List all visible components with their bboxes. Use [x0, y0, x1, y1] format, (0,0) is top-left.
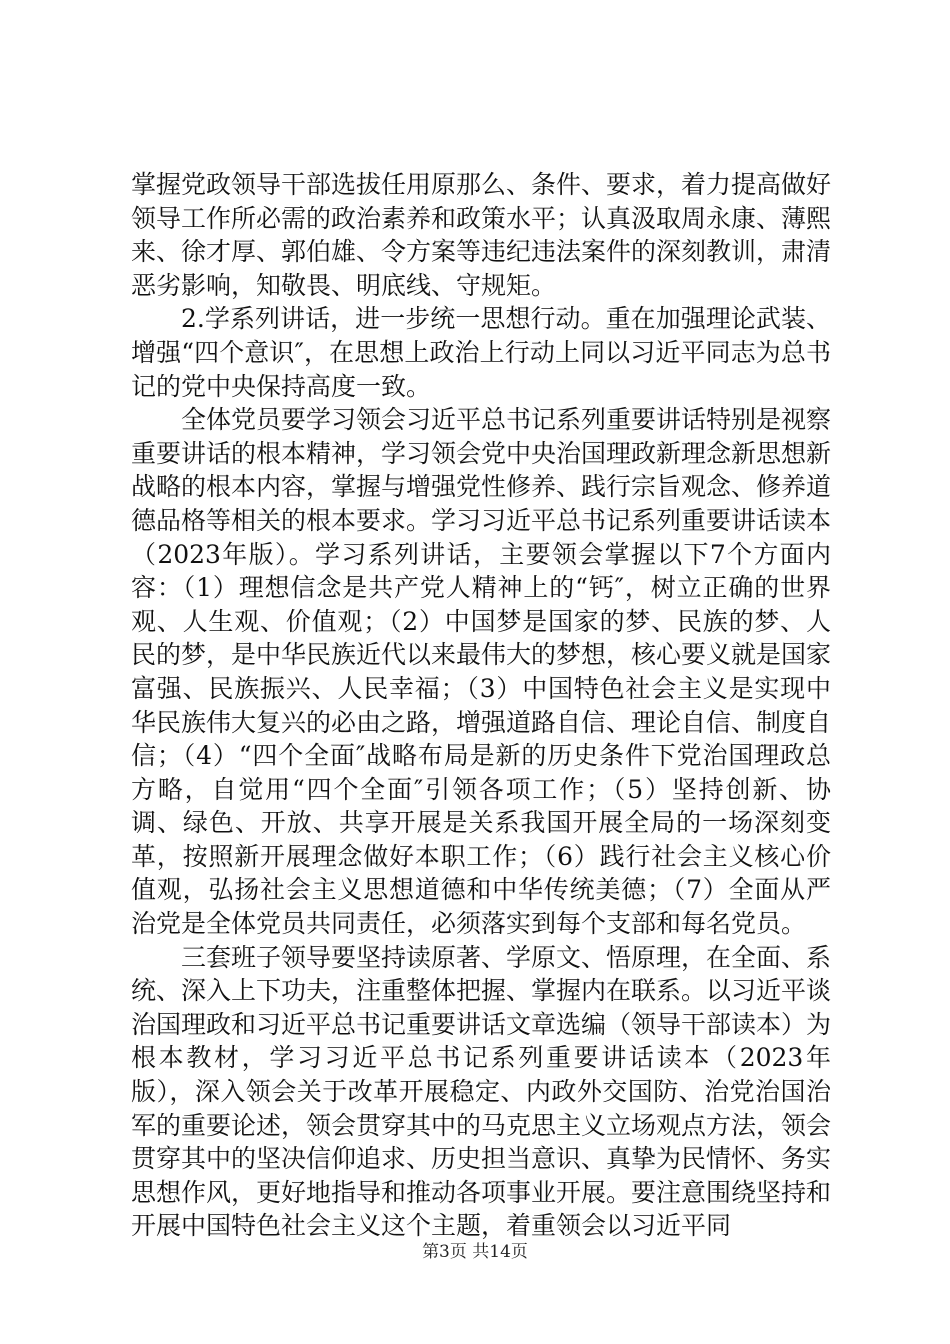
document-body — [131, 168, 831, 1243]
paragraph-section-2-heading: 2.学系列讲话，进一步统一思想行动。重在加强理论武装、增强“四个意识″，在思想上政治上行动上同以习近平同志为总书记的党中央保持高度一致。 — [131, 304, 831, 401]
paragraph-leadership: 三套班子领导要坚持读原著、学原文、悟原理，在全面、系统、深入上下功夫，注重整体把握、掌握内在联系。以习近平谈治国理政和习近平总书记重要讲话文章选编（领导干部读本）为根本教材，学习习近平总书记系列重要讲话读本（2023年版），深入领会关于改革开展稳定、内政外交国防、治党治国治军的重要论述，领会贯穿其中的马克思主义立场观点方法，领会贯穿其中的坚决信仰追求、历史担当意识、真挚为民情怀、务实思想作风，更好地指导和推动各项事业开展。要注意围绕坚持和开展中国特色社会主义这个主题，着重领会以习近平同 — [131, 942, 832, 1241]
paragraph-continued: 掌握党政领导干部选拔任用原那么、条件、要求，着力提高做好领导工作所必需的政治素养和政策水平；认真汲取周永康、薄熙来、徐才厚、郭伯雄、令方案等违纪违法案件的深刻教训，肃清恶劣影响，知敬畏、明底线、守规矩。 — [131, 170, 832, 300]
paragraph-all-members: 全体党员要学习领会习近平总书记系列重要讲话特别是视察重要讲话的根本精神，学习领会党中央治国理政新理念新思想新战略的根本内容，掌握与增强党性修养、践行宗旨观念、修养道德品格等相关的根本要求。学习习近平总书记系列重要讲话读本（2023年版）。学习系列讲话，主要领会掌握以下7个方面内容：（1）理想信念是共产党人精神上的“钙″，树立正确的世界观、人生观、价值观；（2）中国梦是国家的梦、民族的梦、人民的梦，是中华民族近代以来最伟大的梦想，核心要义就是国家富强、民族振兴、人民幸福；（3）中国特色社会主义是实现中华民族伟大复兴的必由之路，增强道路自信、理论自信、制度自信；（4）“四个全面″战略布局是新的历史条件下党治国理政总方略，自觉用“四个全面″引领各项工作；（5）坚持创新、协调、绿色、开放、共享开展是关系我国开展全局的一场深刻变革，按照新开展理念做好本职工作；（6）践行社会主义核心价值观，弘扬社会主义思想道德和中华传统美德；（7）全面从严治党是全体党员共同责任，必须落实到每个支部和每名党员。 — [131, 405, 832, 939]
page-number-footer: 第3页 共14页 — [422, 1242, 528, 1262]
